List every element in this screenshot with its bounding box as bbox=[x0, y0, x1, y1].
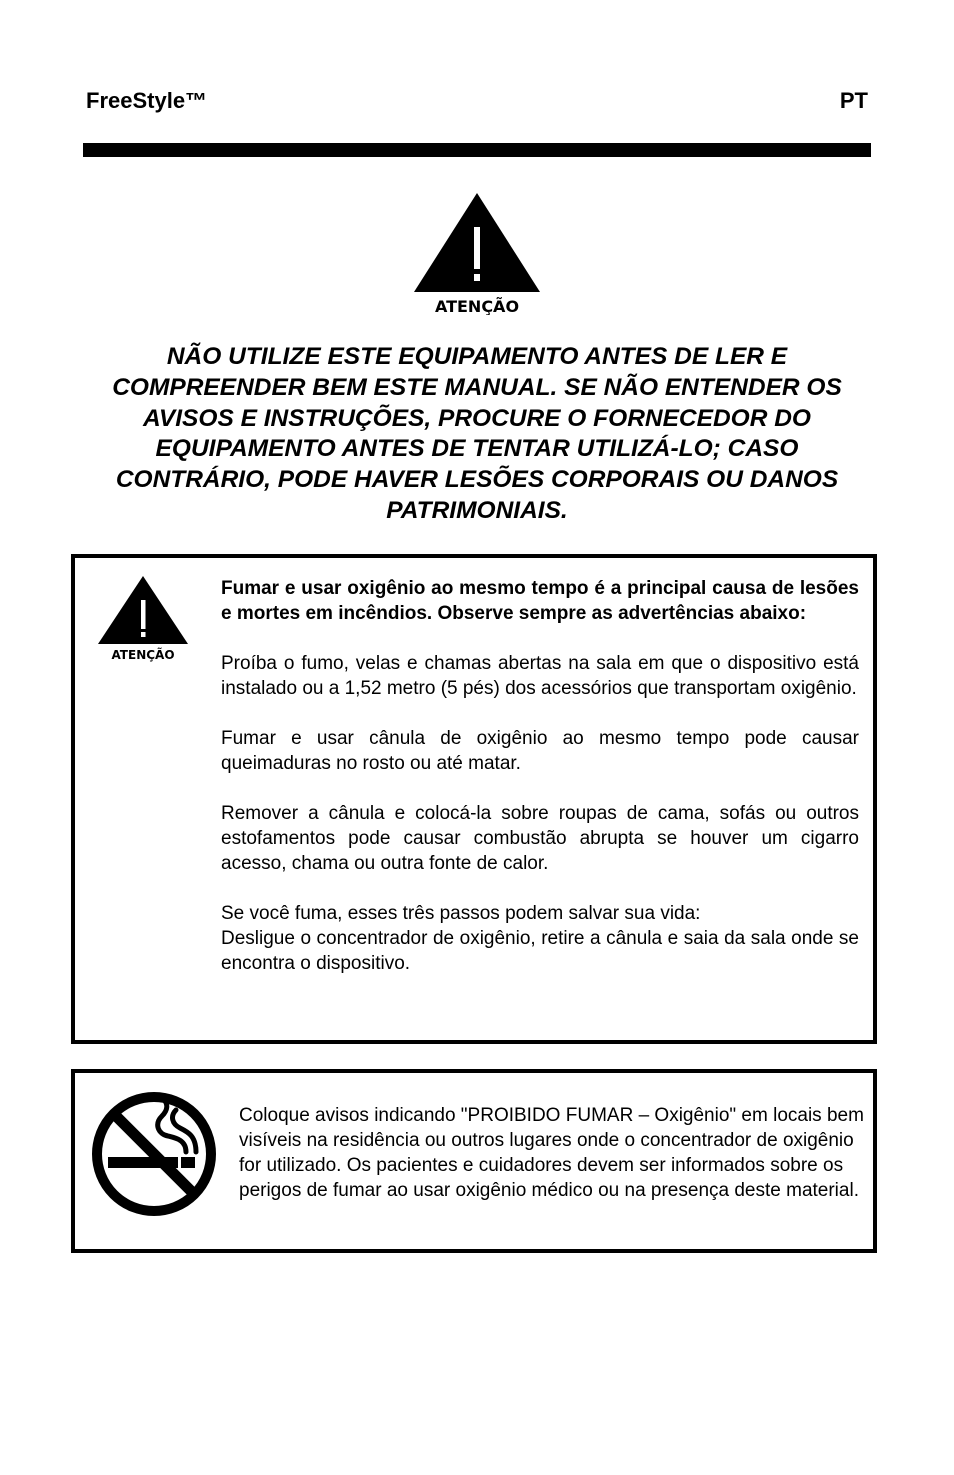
smoking-warning-steps: Desligue o concentrador de oxigênio, retire a cânula e saia da sala onde se encontra o dispositivo. bbox=[221, 928, 859, 974]
warning-small-icon-label: ATENÇÃO bbox=[111, 648, 175, 662]
warning-icon-label: ATENÇÃO bbox=[434, 297, 520, 315]
smoking-warning-steps-intro: Se você fuma, esses três passos podem salvar sua vida: bbox=[221, 903, 701, 924]
cigarette-tip bbox=[181, 1157, 195, 1168]
main-safety-notice: NÃO UTILIZE ESTE EQUIPAMENTO ANTES DE LER E COMPREENDER BEM ESTE MANUAL. SE NÃO ENTENDER OS AVISOS E INSTRUÇÕES, PROCURE O FORNECEDOR DO EQUIPAMENTO ANTES DE TENTAR UTILIZÁ-LO; CASO CONTRÁRIO, PODE HAVER LESÕES CORPORAIS OU DANOS PATRIMONIAIS. bbox=[112, 343, 842, 524]
exclamation-small-bar bbox=[141, 600, 146, 629]
header-divider bbox=[83, 143, 871, 157]
smoking-warning-paragraph-1: Proíba o fumo, velas e chamas abertas na sala em que o dispositivo está instalado ou a 1,52 metro (5 pés) dos acessórios que transportam oxigênio. bbox=[221, 653, 859, 699]
exclamation-dot bbox=[474, 274, 480, 281]
smoking-warning-box bbox=[71, 554, 877, 1044]
exclamation-small-dot bbox=[141, 632, 146, 637]
no-smoking-notice-box bbox=[71, 1069, 877, 1253]
warning-triangle-small-icon bbox=[97, 576, 189, 664]
smoking-warning-paragraph-3: Remover a cânula e colocá-la sobre roupas de cama, sofás ou outros estofamentos pode causar combustão abrupta se houver um cigarro acesso, chama ou outra fonte de calor. bbox=[221, 803, 859, 874]
no-smoking-icon bbox=[88, 1088, 220, 1220]
header-language-code: PT bbox=[839, 88, 868, 113]
smoking-warning-text bbox=[221, 576, 859, 976]
smoking-warning-paragraph-2: Fumar e usar cânula de oxigênio ao mesmo tempo pode causar queimaduras no rosto ou até matar. bbox=[221, 728, 859, 774]
smoking-warning-paragraph-4 bbox=[221, 901, 859, 976]
prohibition-slash bbox=[114, 1114, 194, 1194]
warning-triangle-icon bbox=[413, 193, 541, 315]
no-smoking-notice-text: Coloque avisos indicando "PROIBIDO FUMAR – Oxigênio" em locais bem visíveis na residência ou outros lugares onde o concentrador de oxigênio for utilizado. Os pacientes e cuidadores devem ser informados sobre os perigos de fumar ao usar oxigênio médico ou na presença deste material. bbox=[239, 1105, 864, 1201]
exclamation-bar bbox=[474, 227, 480, 269]
header-product-name: FreeStyle™ bbox=[86, 88, 208, 113]
smoking-warning-intro: Fumar e usar oxigênio ao mesmo tempo é a principal causa de lesões e mortes em incêndios. Observe sempre as advertências abaixo: bbox=[221, 578, 859, 624]
